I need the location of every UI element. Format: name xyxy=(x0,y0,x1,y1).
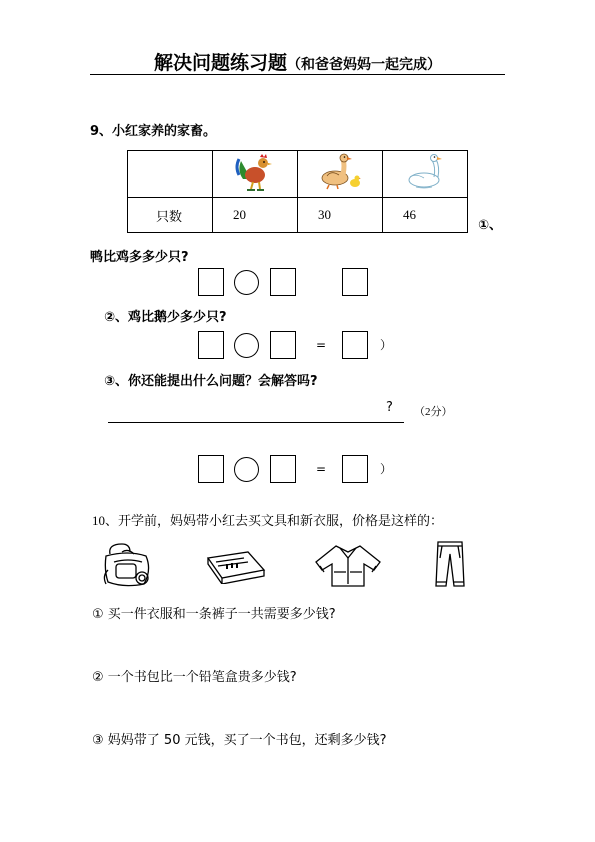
equals-sign: = xyxy=(316,462,327,476)
title-sub: （和爸爸妈妈一起完成） xyxy=(287,57,441,73)
animal-table xyxy=(127,150,468,233)
goose-icon xyxy=(402,151,448,193)
row-label: 只数 xyxy=(128,198,213,233)
answer-box[interactable] xyxy=(270,455,296,483)
q10-question-2: ② 一个书包比一个铅笔盒贵多少钱? xyxy=(92,670,297,685)
shirt-icon xyxy=(312,542,384,590)
operator-circle[interactable] xyxy=(234,270,259,295)
operator-circle[interactable] xyxy=(234,333,259,358)
schoolbag-icon xyxy=(100,540,158,590)
page-title xyxy=(0,48,595,75)
unit-paren: ） xyxy=(380,462,393,476)
pencil-case-icon xyxy=(204,548,268,584)
pants-icon xyxy=(430,538,470,590)
rooster-icon xyxy=(233,151,277,193)
duck-icon xyxy=(317,151,363,193)
q10-question-1: ① 买一件衣服和一条裤子一共需要多少钱? xyxy=(92,607,336,622)
result-box[interactable] xyxy=(342,455,368,483)
count-goose: 46 xyxy=(383,198,468,233)
q9-sub1-text: 鸭比鸡多多少只? xyxy=(90,250,189,265)
answer-box[interactable] xyxy=(198,455,224,483)
table-cell-duck xyxy=(298,151,383,198)
count-duck: 30 xyxy=(298,198,383,233)
q10-heading-text: 10、开学前，妈妈带小红去买文具和新衣服，价格是这样的： xyxy=(92,513,444,528)
answer-box[interactable] xyxy=(198,331,224,359)
table-cell-rooster xyxy=(213,151,298,198)
table-cell-goose xyxy=(383,151,468,198)
answer-box[interactable] xyxy=(270,331,296,359)
unit-paren: ） xyxy=(380,338,393,352)
q10-heading xyxy=(92,510,443,529)
answer-box[interactable] xyxy=(270,268,296,296)
points-label: （2分） xyxy=(414,406,453,418)
count-rooster: 20 xyxy=(213,198,298,233)
table-corner-cell xyxy=(128,151,213,198)
q9-sub3: ③、你还能提出什么问题？会解答吗? xyxy=(104,374,318,389)
answer-line[interactable] xyxy=(108,422,404,423)
result-box[interactable] xyxy=(342,268,368,296)
q9-sub1-marker: ①、 xyxy=(478,218,503,233)
title-underline xyxy=(90,74,505,75)
result-box[interactable] xyxy=(342,331,368,359)
q10-question-3: ③ 妈妈带了 50 元钱，买了一个书包，还剩多少钱? xyxy=(92,733,387,748)
title-main: 解决问题练习题 xyxy=(153,52,287,74)
answer-box[interactable] xyxy=(198,268,224,296)
question-mark: ? xyxy=(386,400,393,415)
q9-heading: 9、小红家养的家畜。 xyxy=(90,124,217,139)
q9-sub2: ②、鸡比鹅少多少只? xyxy=(104,310,227,325)
operator-circle[interactable] xyxy=(234,457,259,482)
equals-sign: = xyxy=(316,338,327,352)
